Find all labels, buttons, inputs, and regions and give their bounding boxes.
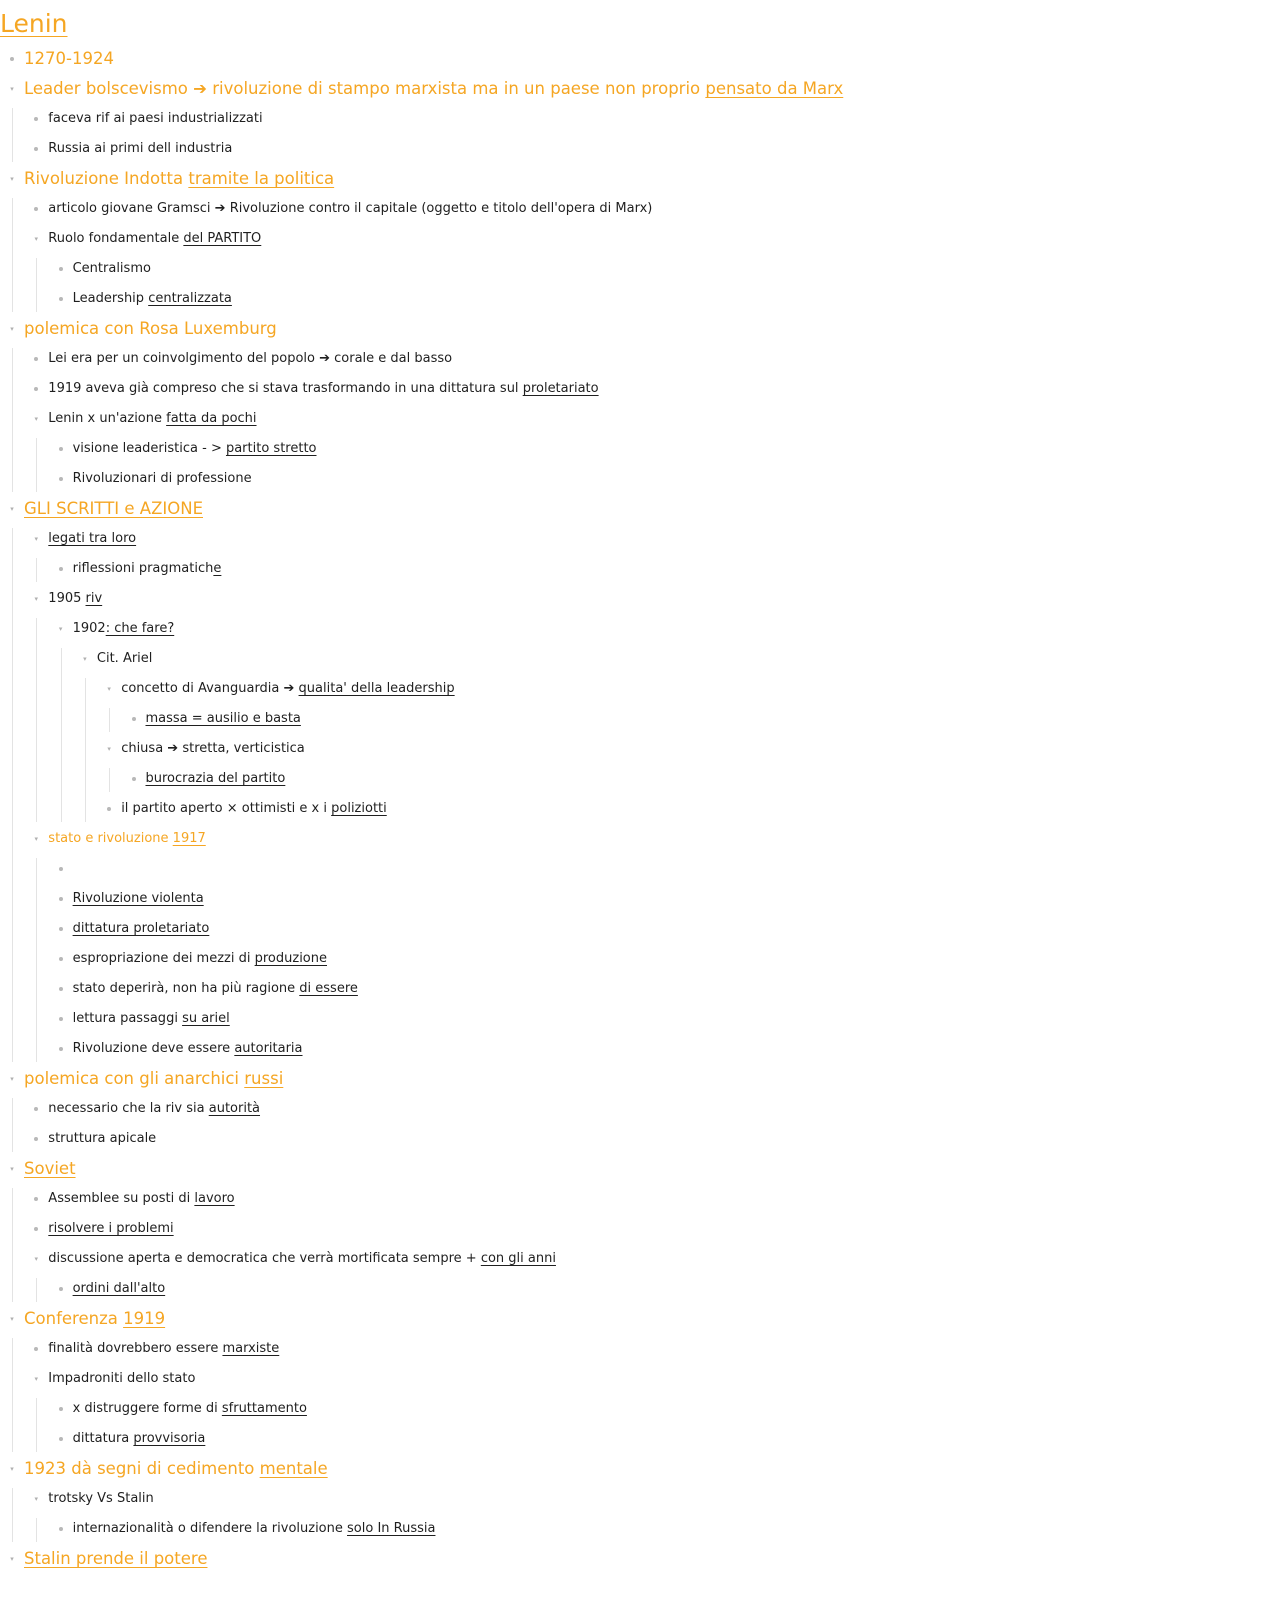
- underlined-text: tramite la politica: [188, 169, 335, 188]
- outline-item-text: [48, 194, 652, 224]
- outline-item[interactable]: [0, 644, 1280, 674]
- outline-item-text: [24, 44, 114, 74]
- bullet-icon: [34, 207, 38, 211]
- indent-guide: [36, 1518, 37, 1542]
- outline-item[interactable]: [0, 1274, 1280, 1304]
- outline-item-text: [121, 734, 305, 764]
- outline-item[interactable]: [0, 584, 1280, 614]
- outline-item[interactable]: [0, 314, 1280, 344]
- outline-item[interactable]: [0, 284, 1280, 314]
- text-run: internazionalità o difendere la rivoluzione: [72, 1521, 348, 1536]
- outline-item[interactable]: [0, 824, 1280, 854]
- outline-item[interactable]: [0, 944, 1280, 974]
- outline-item-text: [24, 1454, 328, 1484]
- bullet-icon: [59, 567, 63, 571]
- collapse-toggle-icon[interactable]: ▾: [10, 505, 14, 513]
- underlined-text: provvisoria: [133, 1431, 206, 1446]
- outline-item[interactable]: [0, 1034, 1280, 1064]
- outline-item-text: [48, 1244, 556, 1274]
- underlined-text: fatta da pochi: [166, 411, 257, 426]
- bullet-icon: [59, 897, 63, 901]
- outline-item[interactable]: [0, 1394, 1280, 1424]
- bullet-icon: [59, 927, 63, 931]
- collapse-toggle-icon[interactable]: ▾: [58, 625, 63, 633]
- text-run: 1902: [72, 621, 106, 636]
- underlined-text: marxiste: [222, 1341, 280, 1356]
- text-run: Conferenza: [24, 1309, 124, 1328]
- outline-item-text: [73, 464, 252, 494]
- text-run: Leader bolscevismo ➔ rivoluzione di stampo marxista ma in un paese non proprio: [24, 79, 706, 98]
- collapse-toggle-icon[interactable]: ▾: [34, 1255, 39, 1263]
- outline-item[interactable]: [0, 254, 1280, 284]
- outline-item[interactable]: [0, 1484, 1280, 1514]
- outline-item-text: [48, 104, 262, 134]
- indent-guide: [12, 348, 13, 492]
- underlined-text: del PARTITO: [183, 231, 262, 246]
- indent-guide: [12, 1098, 13, 1152]
- bullet-icon: [34, 1107, 38, 1111]
- text-run: polemica con Rosa Luxemburg: [24, 319, 277, 338]
- outline-item[interactable]: [0, 1124, 1280, 1154]
- text-run: concetto di Avanguardia ➔: [121, 681, 299, 696]
- outline-item-text: [73, 944, 327, 974]
- bullet-icon: [59, 957, 63, 961]
- outline-item[interactable]: [0, 1544, 1280, 1574]
- text-run: discussione aperta e democratica che verrà mortificata sempre +: [48, 1251, 481, 1266]
- collapse-toggle-icon[interactable]: ▾: [107, 745, 111, 753]
- underlined-text: produzione: [254, 951, 327, 966]
- underlined-text: GLI SCRITTI e AZIONE: [24, 499, 204, 518]
- text-run: 1919 aveva già compreso che si stava trasformando in una dittatura sul: [48, 381, 523, 396]
- text-run: riflessioni pragmatich: [72, 561, 214, 576]
- underlined-text: solo In Russia: [347, 1521, 436, 1536]
- text-run: faceva rif ai paesi industrializzati: [48, 111, 263, 126]
- text-run: articolo giovane Gramsci ➔ Rivoluzione contro il capitale (oggetto e titolo dell'opera di Marx): [48, 201, 653, 216]
- outline-item-text: [48, 1364, 195, 1394]
- collapse-toggle-icon[interactable]: ▾: [10, 1315, 14, 1323]
- text-run: Ruolo fondamentale: [48, 231, 184, 246]
- text-run: struttura apicale: [48, 1131, 157, 1146]
- outline-item-text: [121, 674, 454, 704]
- outline-item[interactable]: [0, 794, 1280, 824]
- outline-item[interactable]: [0, 914, 1280, 944]
- indent-guide: [36, 1398, 37, 1452]
- outline-item-text: [48, 1484, 153, 1514]
- outline-item[interactable]: [0, 44, 1280, 74]
- outline-item-text: [73, 1394, 307, 1424]
- underlined-text: ordini dall'alto: [72, 1281, 166, 1296]
- text-run: trotsky Vs Stalin: [48, 1491, 154, 1506]
- outline-item-text: [73, 884, 204, 914]
- outline-item-text: [73, 914, 210, 944]
- text-run: Rivoluzione Indotta: [24, 169, 189, 188]
- bullet-icon: [59, 987, 63, 991]
- outline-item[interactable]: [0, 974, 1280, 1004]
- outline-item[interactable]: [0, 614, 1280, 644]
- text-run: Assemblee su posti di: [48, 1191, 195, 1206]
- outline-item[interactable]: [0, 734, 1280, 764]
- outline-item-text: [24, 494, 203, 524]
- outline-item[interactable]: [0, 134, 1280, 164]
- collapse-toggle-icon[interactable]: ▾: [10, 85, 14, 93]
- indent-guide: [12, 1188, 13, 1302]
- outline-item-text: [48, 1124, 156, 1154]
- text-run: Lei era per un coinvolgimento del popolo ➔ corale e dal basso: [48, 351, 453, 366]
- text-run: Russia ai primi dell industria: [48, 141, 233, 156]
- outline-item[interactable]: [0, 854, 1280, 884]
- collapse-toggle-icon[interactable]: ▾: [83, 655, 87, 663]
- outline-item[interactable]: [0, 164, 1280, 194]
- outline-item[interactable]: [0, 1154, 1280, 1184]
- indent-guide: [109, 708, 110, 732]
- bullet-icon: [107, 807, 111, 811]
- outline-item[interactable]: [0, 104, 1280, 134]
- outline-item-text: [97, 644, 153, 674]
- underlined-text: proletariato: [522, 381, 599, 396]
- indent-guide: [36, 1278, 37, 1302]
- outline-item[interactable]: [0, 74, 1280, 104]
- indent-guide: [36, 558, 37, 582]
- underlined-text: qualita' della leadership: [298, 681, 455, 696]
- outline-item[interactable]: [0, 1004, 1280, 1034]
- underlined-text: massa = ausilio e basta: [145, 711, 301, 726]
- collapse-toggle-icon[interactable]: ▾: [10, 175, 14, 183]
- outline-item-text: [48, 1184, 234, 1214]
- text-run: 1270-1924: [24, 49, 114, 68]
- underlined-text: pensato da Marx: [705, 79, 844, 98]
- outline-item-text: [73, 1034, 303, 1064]
- bullet-icon: [59, 447, 63, 451]
- outline-item-text: [48, 824, 205, 854]
- outline-item-text: [48, 1094, 260, 1124]
- outline-item-text: [73, 1004, 230, 1034]
- indent-guide: [12, 198, 13, 312]
- bullet-icon: [59, 1047, 63, 1051]
- outline-item-text: [48, 524, 136, 554]
- underlined-text: Soviet: [24, 1159, 76, 1178]
- underlined-text: e: [213, 561, 222, 576]
- outline-item-text: [24, 164, 334, 194]
- text-run: Impadroniti dello stato: [48, 1371, 196, 1386]
- outline-item[interactable]: [0, 1214, 1280, 1244]
- collapse-toggle-icon[interactable]: ▾: [34, 835, 39, 843]
- text-run: Rivoluzionari di professione: [72, 471, 252, 486]
- bullet-icon: [132, 717, 136, 721]
- outline-item-text: [73, 284, 232, 314]
- outline-item-text: [73, 1424, 206, 1454]
- underlined-text: 1917: [172, 831, 206, 846]
- outline-item-text: [73, 1514, 436, 1544]
- bullet-icon: [34, 357, 38, 361]
- outline-item[interactable]: [0, 764, 1280, 794]
- outline-item[interactable]: [0, 344, 1280, 374]
- indent-guide: [61, 648, 62, 822]
- text-run: visione leaderistica - >: [72, 441, 226, 456]
- outline-item[interactable]: [0, 524, 1280, 554]
- outline-item[interactable]: [0, 1514, 1280, 1544]
- bullet-icon: [59, 1287, 63, 1291]
- outline-item-text: [73, 434, 317, 464]
- indent-guide: [36, 258, 37, 312]
- underlined-text: Rivoluzione violenta: [72, 891, 204, 906]
- outline-item-text: [24, 314, 277, 344]
- outline-item[interactable]: [0, 1184, 1280, 1214]
- outline-item[interactable]: [0, 674, 1280, 704]
- outline-item[interactable]: [0, 1334, 1280, 1364]
- bullet-icon: [59, 1017, 63, 1021]
- bullet-icon: [34, 1347, 38, 1351]
- collapse-toggle-icon[interactable]: ▾: [107, 685, 111, 693]
- outline-item[interactable]: [0, 1244, 1280, 1274]
- indent-guide: [109, 768, 110, 792]
- outline-item[interactable]: [0, 1304, 1280, 1334]
- bullet-icon: [59, 867, 63, 871]
- page-title[interactable]: Lenin: [0, 9, 68, 38]
- indent-guide: [36, 618, 37, 822]
- outline-item[interactable]: [0, 554, 1280, 584]
- outline-item[interactable]: [0, 464, 1280, 494]
- underlined-text: dittatura proletariato: [72, 921, 210, 936]
- underlined-text: lavoro: [194, 1191, 235, 1206]
- outline-item-text: [24, 1304, 165, 1334]
- outline-item-text: [48, 584, 102, 614]
- text-run: x distruggere forme di: [72, 1401, 222, 1416]
- outline-item-text: [146, 704, 301, 734]
- collapse-toggle-icon[interactable]: ▾: [34, 595, 39, 603]
- underlined-text: russi: [244, 1069, 284, 1088]
- underlined-text: legati tra loro: [48, 531, 137, 546]
- outline-item[interactable]: [0, 404, 1280, 434]
- text-run: Centralismo: [72, 261, 151, 276]
- indent-guide: [36, 438, 37, 492]
- outline-item[interactable]: [0, 194, 1280, 224]
- outline-item[interactable]: [0, 1364, 1280, 1394]
- text-run: lettura passaggi: [72, 1011, 183, 1026]
- collapse-toggle-icon[interactable]: ▾: [34, 535, 39, 543]
- bullet-icon: [34, 1137, 38, 1141]
- outline-item[interactable]: [0, 434, 1280, 464]
- underlined-text: di essere: [299, 981, 358, 996]
- underlined-text: poliziotti: [331, 801, 387, 816]
- collapse-toggle-icon[interactable]: ▾: [10, 1555, 14, 1563]
- bullet-icon: [59, 297, 63, 301]
- underlined-text: : che fare?: [105, 621, 175, 636]
- outline-item[interactable]: [0, 704, 1280, 734]
- outline-item-text: [73, 254, 151, 284]
- outline-item[interactable]: [0, 884, 1280, 914]
- collapse-toggle-icon[interactable]: ▾: [10, 1165, 14, 1173]
- bullet-icon: [34, 147, 38, 151]
- outline-tree: [0, 44, 1280, 1574]
- outline-item-text: [48, 374, 598, 404]
- outline-item-text: [24, 1544, 207, 1574]
- bullet-icon: [59, 477, 63, 481]
- outline-item-text: [48, 344, 452, 374]
- collapse-toggle-icon[interactable]: ▾: [34, 415, 39, 423]
- bullet-icon: [59, 1437, 63, 1441]
- indent-guide: [12, 528, 13, 1062]
- bullet-icon: [132, 777, 136, 781]
- bullet-icon: [59, 1407, 63, 1411]
- bullet-icon: [59, 1527, 63, 1531]
- underlined-text: autorità: [208, 1101, 261, 1116]
- outline-item[interactable]: [0, 224, 1280, 254]
- collapse-toggle-icon[interactable]: ▾: [34, 235, 39, 243]
- outline-item-text: [24, 74, 843, 104]
- bullet-icon: [34, 1227, 38, 1231]
- outline-item[interactable]: [0, 374, 1280, 404]
- outline-item-text: [24, 1064, 283, 1094]
- bullet-icon: [34, 387, 38, 391]
- text-run: finalità dovrebbero essere: [48, 1341, 223, 1356]
- underlined-text: 1919: [123, 1309, 166, 1328]
- outline-item-text: [73, 974, 358, 1004]
- outline-item-text: [48, 224, 261, 254]
- bullet-icon: [34, 1197, 38, 1201]
- collapse-toggle-icon[interactable]: ▾: [10, 325, 14, 333]
- text-run: espropriazione dei mezzi di: [72, 951, 255, 966]
- outline-item-text: [48, 1214, 173, 1244]
- outline-item[interactable]: [0, 1424, 1280, 1454]
- underlined-text: riv: [85, 591, 103, 606]
- bullet-icon: [34, 117, 38, 121]
- text-run: necessario che la riv sia: [48, 1101, 209, 1116]
- outline-item-text: [24, 1154, 76, 1184]
- text-run: stato e rivoluzione: [48, 831, 173, 846]
- bullet-icon: [59, 267, 63, 271]
- collapse-toggle-icon[interactable]: ▾: [34, 1495, 39, 1503]
- text-run: il partito aperto × ottimisti e x i: [121, 801, 332, 816]
- text-run: dittatura: [72, 1431, 134, 1446]
- text-run: chiusa ➔ stretta, verticistica: [121, 741, 305, 756]
- outline-item-text: [73, 554, 222, 584]
- outline-item[interactable]: [0, 1454, 1280, 1484]
- text-run: Lenin x un'azione: [48, 411, 167, 426]
- underlined-text: con gli anni: [480, 1251, 556, 1266]
- outline-item-text: [48, 1334, 279, 1364]
- indent-guide: [12, 1488, 13, 1542]
- indent-guide: [12, 108, 13, 162]
- bullet-icon: [10, 57, 14, 61]
- underlined-text: Stalin prende il potere: [24, 1549, 208, 1568]
- outline-item-text: [48, 404, 256, 434]
- collapse-toggle-icon[interactable]: ▾: [10, 1465, 14, 1473]
- outline-item[interactable]: [0, 494, 1280, 524]
- outline-item-text: [73, 614, 175, 644]
- outline-item-text: [48, 134, 232, 164]
- collapse-toggle-icon[interactable]: ▾: [10, 1075, 14, 1083]
- outline-item-text: [146, 764, 286, 794]
- underlined-text: centralizzata: [148, 291, 232, 306]
- text-run: Cit. Ariel: [96, 651, 153, 666]
- text-run: Rivoluzione deve essere: [72, 1041, 235, 1056]
- underlined-text: risolvere i problemi: [48, 1221, 174, 1236]
- outline-item-text: [121, 794, 387, 824]
- indent-guide: [85, 678, 86, 822]
- underlined-text: mentale: [259, 1459, 328, 1478]
- text-run: polemica con gli anarchici: [24, 1069, 245, 1088]
- indent-guide: [12, 1338, 13, 1452]
- outline-item[interactable]: [0, 1094, 1280, 1124]
- outline-item-text: [73, 1274, 166, 1304]
- text-run: 1905: [48, 591, 86, 606]
- underlined-text: burocrazia del partito: [145, 771, 286, 786]
- underlined-text: su ariel: [182, 1011, 230, 1026]
- underlined-text: autoritaria: [234, 1041, 303, 1056]
- outline-item[interactable]: [0, 1064, 1280, 1094]
- text-run: stato deperirà, non ha più ragione: [72, 981, 300, 996]
- indent-guide: [36, 858, 37, 1062]
- underlined-text: partito stretto: [225, 441, 317, 456]
- text-run: Leadership: [72, 291, 149, 306]
- collapse-toggle-icon[interactable]: ▾: [34, 1375, 39, 1383]
- text-run: 1923 dà segni di cedimento: [24, 1459, 260, 1478]
- underlined-text: sfruttamento: [221, 1401, 307, 1416]
